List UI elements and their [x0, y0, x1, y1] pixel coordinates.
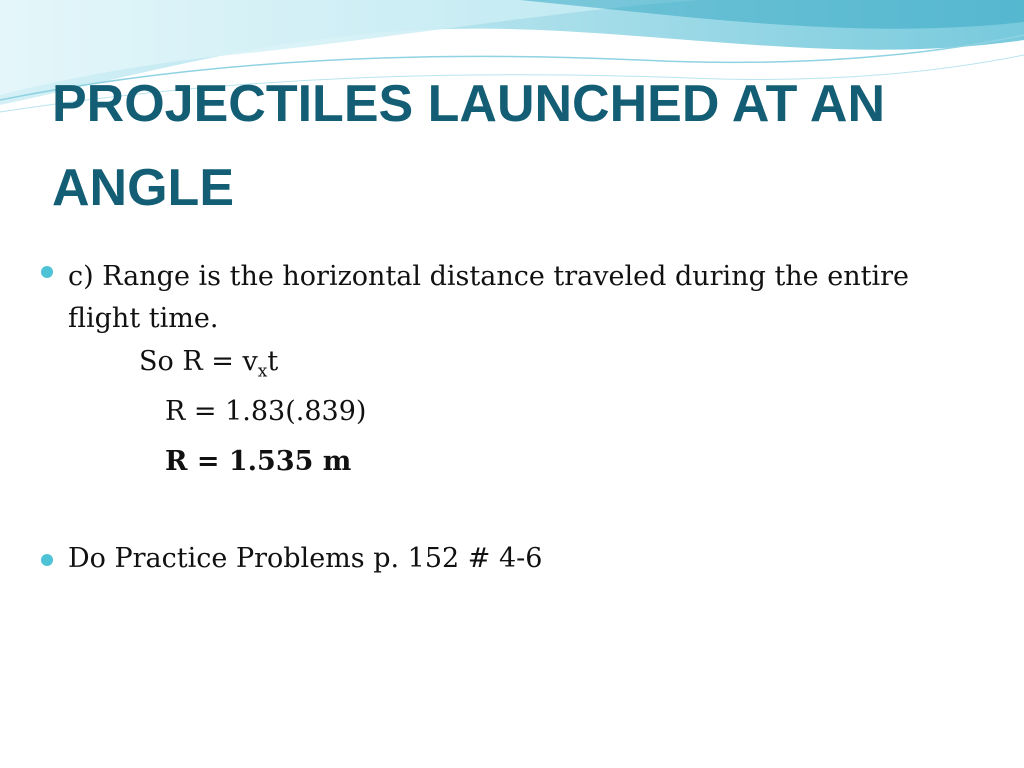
- bullet-practice-text: Do Practice Problems p. 152 # 4-6: [68, 543, 543, 574]
- equation-line-2: R = 1.83(.839): [165, 396, 367, 427]
- equation-line-1-prefix: So R = v: [139, 346, 258, 377]
- equation-line-1-suffix: t: [267, 346, 279, 377]
- equation-line-1-subscript: x: [257, 361, 268, 382]
- title-line-2: ANGLE: [52, 159, 234, 217]
- equation-result: R = 1.535 m: [165, 446, 352, 477]
- bullet-icon: [40, 265, 54, 279]
- bullet-icon: [40, 553, 54, 567]
- bullet-range-text: c) Range is the horizontal distance traveled during the entire flight time.: [68, 261, 909, 334]
- slide-title: [52, 62, 992, 230]
- title-line-1: PROJECTILES LAUNCHED AT AN: [52, 75, 885, 133]
- equation-line-1: [139, 346, 278, 381]
